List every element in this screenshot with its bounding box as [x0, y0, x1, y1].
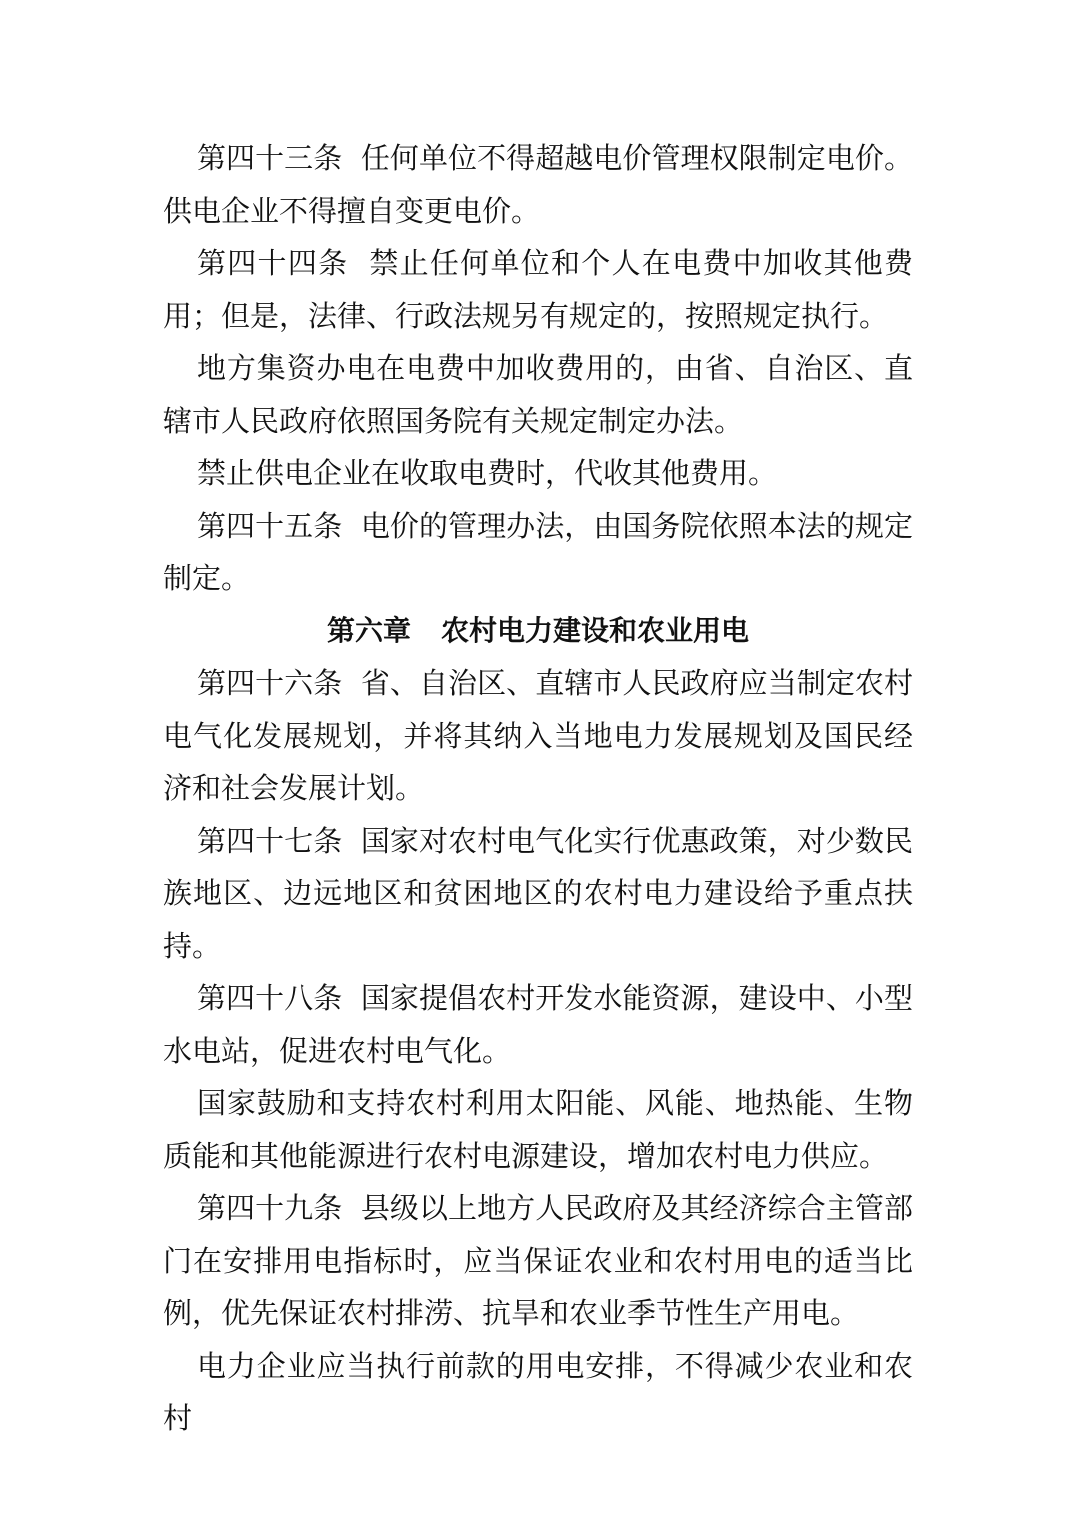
paragraph-article-49 — [163, 1182, 913, 1340]
article-text: 禁止任何单位和个人在电费中加收其他费用；但是，法律、行政法规另有规定的，按照规定执行。 — [163, 246, 913, 333]
paragraph-text: 国家鼓励和支持农村利用太阳能、风能、地热能、生物质能和其他能源进行农村电源建设，增加农村电力供应。 — [163, 1086, 913, 1173]
article-number: 第四十五条 — [197, 508, 343, 543]
paragraph-article-48-clause-2 — [163, 1077, 913, 1182]
article-number: 第四十七条 — [197, 823, 343, 858]
article-number: 第四十六条 — [197, 666, 343, 700]
paragraph-article-44-clause-3 — [163, 447, 913, 500]
article-number: 第四十九条 — [197, 1191, 343, 1225]
paragraph-article-45 — [163, 500, 913, 605]
article-text: 任何单位不得超越电价管理权限制定电价。供电企业不得擅自变更电价。 — [163, 141, 913, 228]
article-number: 第四十三条 — [197, 141, 343, 175]
paragraph-text: 电力企业应当执行前款的用电安排，不得减少农业和农村 — [163, 1348, 913, 1435]
article-number: 第四十八条 — [197, 981, 343, 1015]
paragraph-article-47 — [163, 815, 913, 973]
chapter-heading — [163, 605, 913, 658]
article-text: 电价的管理办法，由国务院依照本法的规定制定。 — [163, 508, 913, 595]
paragraph-article-44-clause-2 — [163, 342, 913, 447]
article-text: 国家提倡农村开发水能资源，建设中、小型水电站，促进农村电气化。 — [163, 981, 913, 1068]
article-text: 省、自治区、直辖市人民政府应当制定农村电气化发展规划，并将其纳入当地电力发展规划及国民经济和社会发展计划。 — [163, 666, 913, 805]
paragraph-article-43 — [163, 132, 913, 237]
paragraph-text: 禁止供电企业在收取电费时，代收其他费用。 — [197, 456, 778, 490]
document-body — [163, 132, 913, 1445]
article-text: 县级以上地方人民政府及其经济综合主管部门在安排用电指标时，应当保证农业和农村用电的适当比例，优先保证农村排涝、抗旱和农业季节性生产用电。 — [163, 1191, 913, 1330]
paragraph-article-49-clause-2 — [163, 1340, 913, 1445]
paragraph-article-44 — [163, 237, 913, 342]
chapter-title: 农村电力建设和农业用电 — [441, 613, 750, 647]
paragraph-article-46 — [163, 657, 913, 815]
paragraph-text: 地方集资办电在电费中加收费用的，由省、自治区、直辖市人民政府依照国务院有关规定制定办法。 — [163, 351, 913, 438]
article-text: 国家对农村电气化实行优惠政策，对少数民族地区、边远地区和贫困地区的农村电力建设给予重点扶持。 — [163, 823, 913, 963]
chapter-number: 第六章 — [326, 613, 411, 647]
paragraph-article-48 — [163, 972, 913, 1077]
article-number: 第四十四条 — [197, 246, 349, 280]
